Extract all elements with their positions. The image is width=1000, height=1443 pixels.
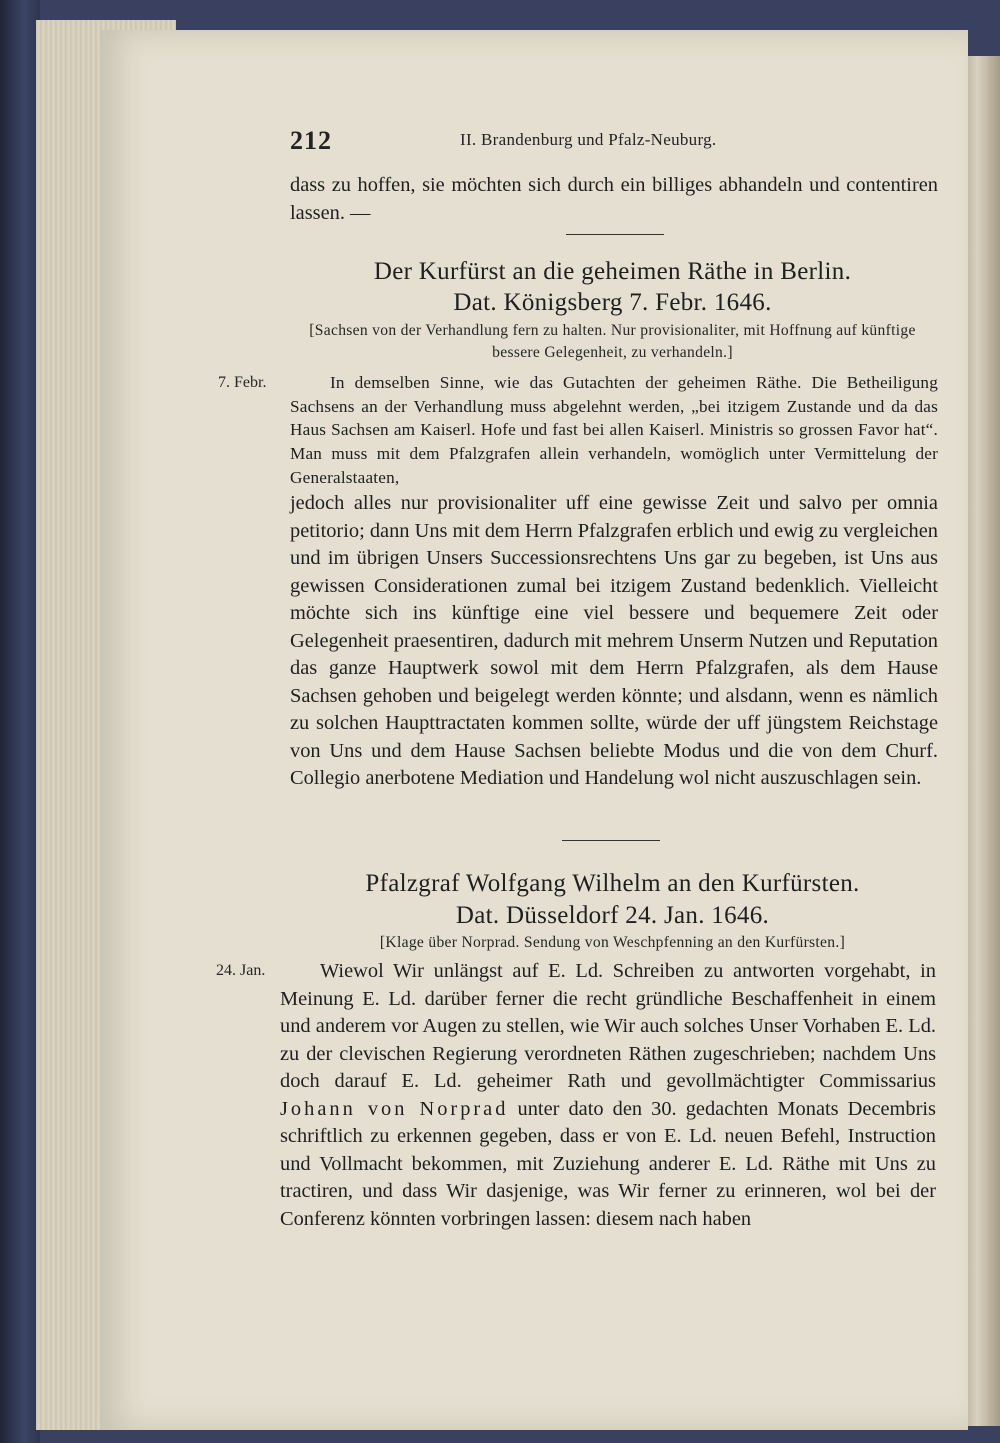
page-header: [290, 126, 940, 156]
letter1-summary-paragraph: In demselben Sinne, wie das Gutachten der geheimen Räthe. Die Betheiligung Sachsens an der Verhandlung muss abgelehnt werden, „bei itzigem Zustande und da das Haus Sachsen am Kaiserl. Hofe und fast bei allen Kaiserl. Ministris so grossen Favor hat“. Man muss mit dem Pfalzgrafen allein verhandeln, womöglich unter Vermittelung der Generalstaaten,: [290, 373, 938, 487]
running-head: II. Brandenburg und Pfalz-Neuburg.: [460, 130, 717, 149]
letter2-person-name: Johann von Norprad: [280, 1097, 509, 1120]
letter1-margin-date: 7. Febr.: [218, 374, 267, 391]
letter2-margin-date: 24. Jan.: [216, 962, 266, 979]
letter2-title: Pfalzgraf Wolfgang Wilhelm an den Kurfürsten.: [365, 870, 860, 897]
letter1-summary: [Sachsen von der Verhandlung fern zu halten. Nur provisionaliter, mit Hoffnung auf künftige bessere Gelegenheit, zu verhandeln.]: [309, 322, 916, 361]
letter2-dateline: Dat. Düsseldorf 24. Jan. 1646.: [455, 902, 770, 929]
intro-paragraph: dass zu hoffen, sie möchten sich durch ein billiges abhandeln und contentiren lassen. —: [290, 174, 938, 224]
letter1-title: Der Kurfürst an die geheimen Räthe in Berlin.: [373, 258, 852, 285]
letter2-text-before-name: Wiewol Wir unlängst auf E. Ld. Schreiben zu antworten vorgehabt, in Meinung E. Ld. darüber ferner die recht gründliche Beschaffenheit in einem und anderem vor Augen zu stellen, wie Wir auch solches Unser Vorhaben E. Ld. zu der clevischen Regierung verordneten Räthen zugeschrieben; nachdem Uns doch darauf E. Ld. geheimer Rath und gevollmächtigter Commissarius: [280, 960, 936, 1092]
letter2-summary: [Klage über Norprad. Sendung von Weschpfenning an den Kurfürsten.]: [379, 934, 846, 951]
letter1-dateline: Dat. Königsberg 7. Febr. 1646.: [453, 289, 772, 316]
section-rule-2: [562, 840, 660, 841]
letter1-quoted-paragraph: jedoch alles nur provisionaliter uff eine gewisse Zeit und salvo per omnia petitorio; dann Uns mit dem Herrn Pfalzgrafen erblich und ewig zu vergleichen und im übrigen Unsers Successionsrechtens Uns gar zu begeben, ist Uns aus gewissen Considerationen zumal bei itzigem Zustand bedenklich. Vielleicht möchte sich ins künftige eine viel bessere und bequemere Zeit oder Gelegenheit praesentiren, dadurch mit mehrem Unserm Nutzen und Reputation das ganze Hauptwerk sowol mit dem Herrn Pfalzgrafen, als dem Hause Sachsen gehoben und beigelegt werden könnte; und alsdann, wenn es nämlich zu solchen Haupttractaten kommen sollte, würde der uff jüngstem Reichstage von Uns und dem Hause Sachsen beliebte Modus und die von dem Churf. Collegio anerbotene Mediation und Handelung wol nicht auszuschlagen sein.: [290, 492, 938, 789]
page-number: 212: [290, 126, 332, 155]
book-binding: [0, 0, 40, 1443]
letter2-text-after-name: unter dato den 30. gedachten Monats Decembris schriftlich zu erkennen gegeben, dass er von E. Ld. neuen Befehl, Instruction und Vollmacht bekommen, mit Zuziehung anderer E. Ld. Räthe mit Uns zu tractiren, und dass Wir dasjenige, was Wir ferner zu erinneren, wol bei der Conferenz könnten vorbringen lassen: diesem nach haben: [280, 1097, 936, 1230]
letter2-paragraph: [280, 958, 936, 1233]
section-rule: [566, 234, 664, 235]
